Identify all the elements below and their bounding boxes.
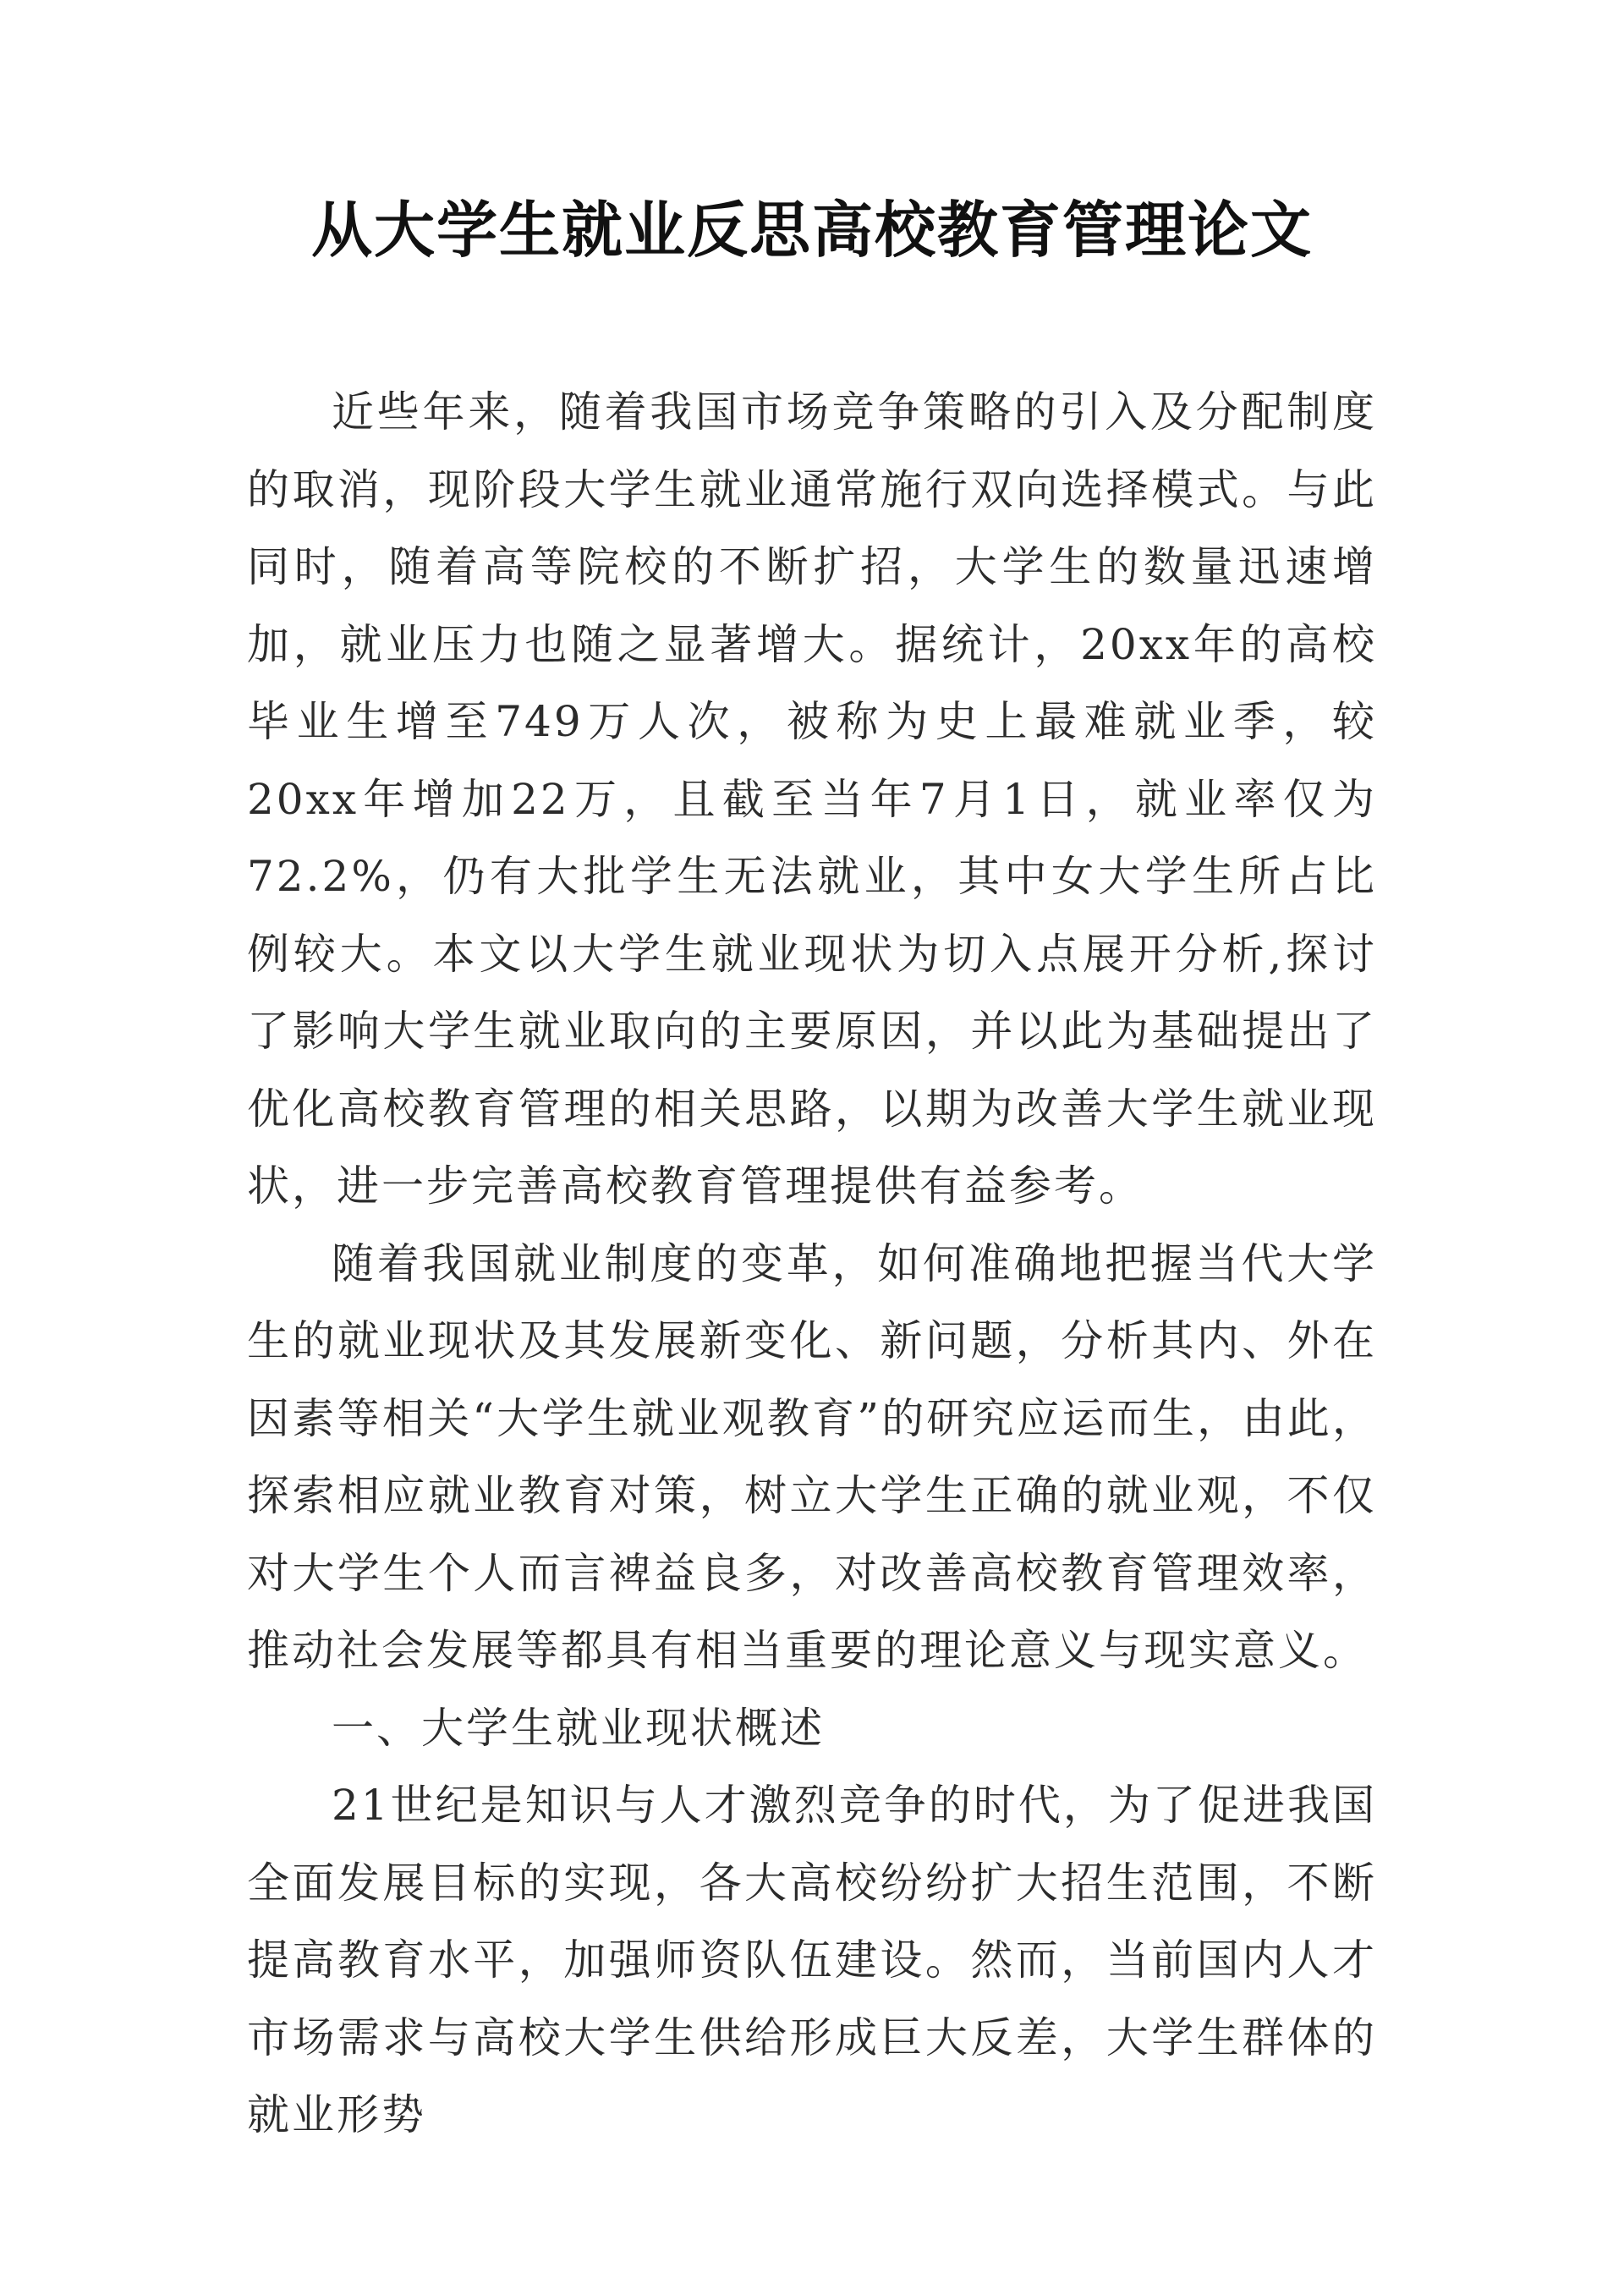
section-paragraph: 21世纪是知识与人才激烈竞争的时代，为了促进我国全面发展目标的实现，各大高校纷纷扩大招生范围，不断提高教育水平，加强师资队伍建设。然而，当前国内人才市场需求与高校大学生供给形成巨大反差，大学生群体的就业形势: [247, 1781, 1377, 2139]
intro-paragraph: 近些年来，随着我国市场竞争策略的引入及分配制度的取消，现阶段大学生就业通常施行双向选择模式。与此同时，随着高等院校的不断扩招，大学生的数量迅速增加，就业压力也随之显著增大。据统计，20xx年的高校毕业生增至749万人次，被称为史上最难就业季，较20xx年增加22万，且截至当年7月1日，就业率仅为72.2%，仍有大批学生无法就业，其中女大学生所占比例较大。本文以大学生就业现状为切入点展开分析,探讨了影响大学生就业取向的主要原因，并以此为基础提出了优化高校教育管理的相关思路，以期为改善大学生就业现状，进一步完善高校教育管理提供有益参考。: [247, 387, 1377, 1211]
document-title: 从大学生就业反思高校教育管理论文: [310, 194, 1313, 266]
background-paragraph: 随着我国就业制度的变革，如何准确地把握当代大学生的就业现状及其发展新变化、新问题，分析其内、外在因素等相关“大学生就业观教育”的研究应运而生，由此，探索相应就业教育对策，树立大学生正确的就业观，不仅对大学生个人而言裨益良多，对改善高校教育管理效率，推动社会发展等都具有相当重要的理论意义与现实意义。: [247, 1238, 1377, 1675]
section-heading: 一、大学生就业现状概述: [332, 1703, 825, 1753]
document-body: [247, 374, 1377, 2155]
